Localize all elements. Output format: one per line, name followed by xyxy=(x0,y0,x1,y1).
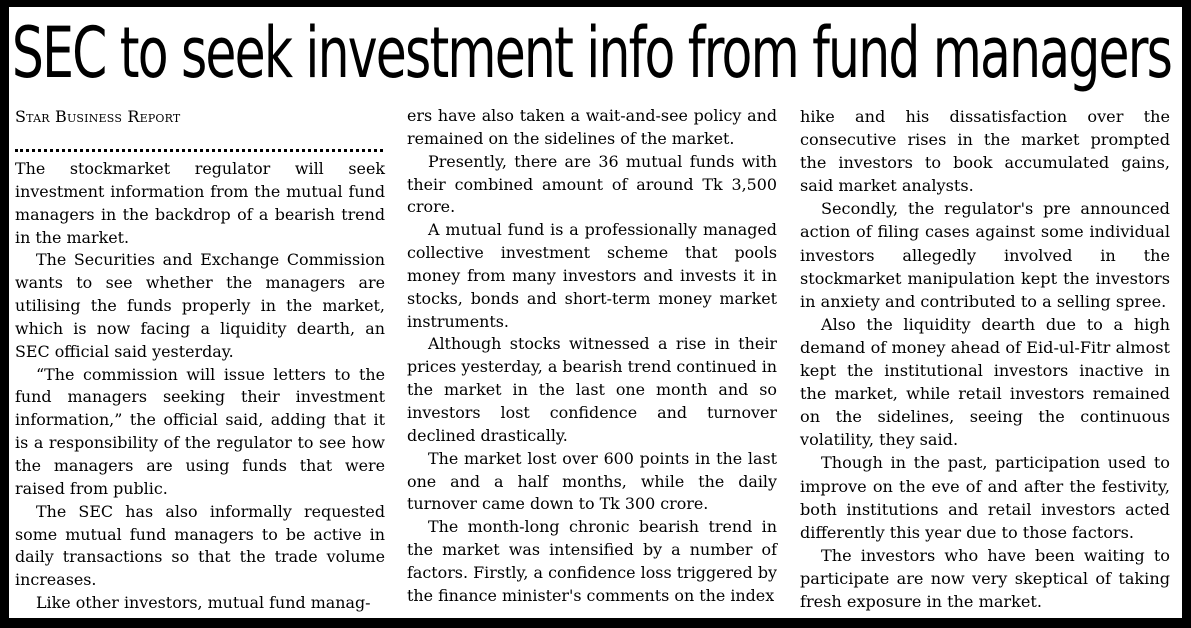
paragraph: “The commission will issue letters to the fund managers seeking their investment information,” the official said, adding that it is a responsibility of the regulator to see how the managers are using funds that were raised from public. xyxy=(15,364,385,498)
paragraph: The month-long chronic bearish trend in the market was intensified by a number of factors. Firstly, a confidence loss triggered by the finance minister's comments on the index xyxy=(407,517,777,605)
headline: SEC to seek investment info from fund managers xyxy=(11,12,1172,94)
paragraph-continuation: hike and his dissatisfaction over the consecutive rises in the market prompted the investors to book accumulated gains, said market analysts. xyxy=(800,107,1170,196)
paragraph-continuation: ers have also taken a wait-and-see policy and remained on the sidelines of the market. xyxy=(407,106,777,148)
dotted-divider xyxy=(15,137,383,152)
paragraph: The investors who have been waiting to participate are now very skeptical of taking fresh exposure in the market. xyxy=(800,545,1170,611)
paragraph: Like other investors, mutual fund manag- xyxy=(36,593,371,613)
article-column-1 xyxy=(15,105,385,615)
paragraph: Secondly, the regulator's pre announced action of filing cases against some individual investors allegedly involved in the stockmarket manipulation kept the investors in anxiety and contributed to a selling spree. xyxy=(800,199,1170,311)
paragraph: Presently, there are 36 mutual funds with their combined amount of around Tk 3,500 crore. xyxy=(407,151,777,217)
article-column-2 xyxy=(407,105,777,608)
paragraph: Also the liquidity dearth due to a high demand of money ahead of Eid-ul-Fitr almost kept the institutional investors inactive in the market, while retail investors remained on the sidelines, seeing the continuous volatility, they said. xyxy=(800,314,1170,450)
byline: Star Business Report xyxy=(15,107,181,126)
paragraph: The market lost over 600 points in the last one and a half months, while the daily turnover came down to Tk 300 crore. xyxy=(407,448,777,514)
paragraph: The Securities and Exchange Commission wants to see whether the managers are utilising the funds properly in the market, which is now facing a liquidity dearth, an SEC official said yesterday. xyxy=(15,250,385,361)
paragraph: The stockmarket regulator will seek investment information from the mutual fund managers in the backdrop of a bearish trend in the market. xyxy=(15,159,385,247)
article xyxy=(9,7,1182,618)
paragraph: Though in the past, participation used to improve on the eve of and after the festivity, both institutions and retail investors acted differently this year due to those factors. xyxy=(800,453,1170,542)
paragraph: The SEC has also informally requested some mutual fund managers to be active in daily transactions so that the trade volume increases. xyxy=(15,501,385,590)
article-column-3 xyxy=(800,105,1170,613)
paragraph: A mutual fund is a professionally managed collective investment scheme that pools money from many investors and invests it in stocks, bonds and short-term money market instruments. xyxy=(407,220,777,331)
paragraph: Although stocks witnessed a rise in their prices yesterday, a bearish trend continued in the market in the last one month and so investors lost confidence and turnover declined drastically. xyxy=(407,334,778,445)
